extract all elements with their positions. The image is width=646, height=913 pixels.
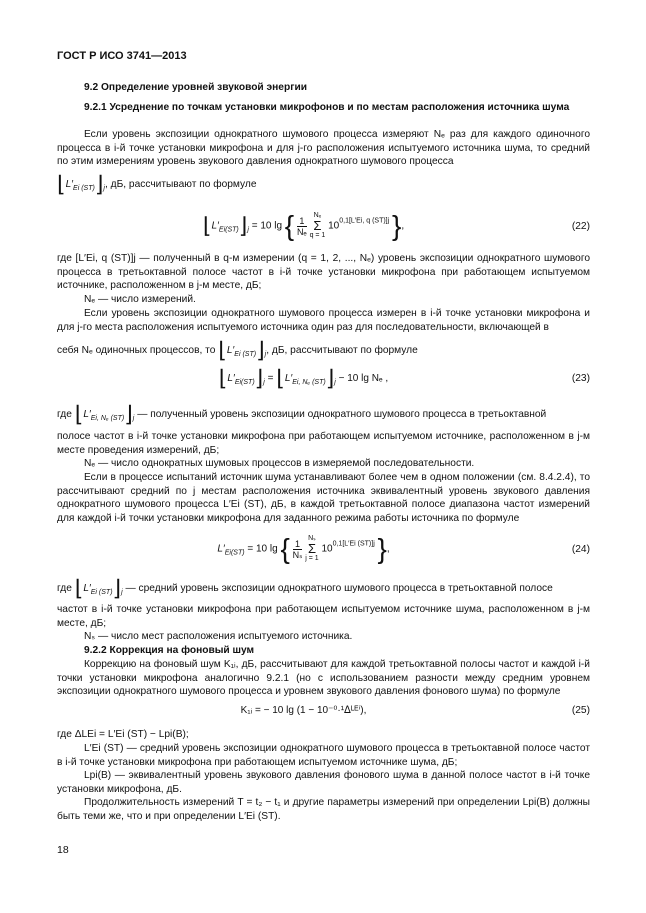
paragraph-4b: себя Nₑ одиночных процессов, то $⌊L'_{Ei (ST)}⌋_j$, дБ, рассчитывают по формуле bbox=[57, 337, 418, 363]
equation-22-number: (22) bbox=[571, 221, 590, 232]
section-heading-9-2: 9.2 Определение уровней звуковой энергии bbox=[84, 82, 307, 93]
equation-24-body: $L'_{Ei(ST)} = 10$ lg { $\frac{1}{\text{Nₛ}}$ Nₛ Σ j = 1 $10^{0,1[L'Ei (ST)]j}$ }, bbox=[217, 533, 390, 564]
equation-23-body: $⌊L'_{Ei(ST)}⌋_j$ = $⌊L'_{Ei, N_e (ST)}⌋_j - 10$ lg Nₑ , bbox=[218, 365, 389, 391]
paragraph-1-formula-line bbox=[57, 171, 590, 197]
paragraph-8b: частот в i-й точке установки микрофона при работающем испытуемом источнике шума, расположенном в j-м месте, дБ; bbox=[57, 604, 590, 629]
equation-23 bbox=[57, 365, 590, 402]
paragraph-6: Nₑ — число однократных шумовых процессов в измеряемой последовательности. bbox=[84, 458, 475, 469]
section-heading-9-2-1: 9.2.1 Усреднение по точкам установки микрофонов и по местам расположения источника шума bbox=[84, 102, 570, 113]
equation-24 bbox=[57, 535, 590, 565]
equation-23-number: (23) bbox=[571, 373, 590, 384]
paragraph-10: Коррекцию на фоновый шум K₁ᵢ, дБ, рассчитывают для каждой третьоктавной полосы частот и каждой i-й точки установки микрофона аналогично 9.2.1 (но с использованием разности между средним уровнем экспозиции однократного шумового процесса и уровнем звукового давления фонового шума) по формуле bbox=[57, 659, 590, 698]
paragraph-2: где [L′Ei, q (ST)]j — полученный в q-м измерении (q = 1, 2, ..., Nₑ) уровень экспозиции однократного шумового процесса в третьоктавной полосе частот в i-й точке установки микрофона при работающем испытуемом источнике, расположенном в j-м месте, дБ; bbox=[57, 253, 590, 292]
section-heading-9-2-2: 9.2.2 Коррекция на фоновый шум bbox=[84, 645, 255, 656]
paragraph-8: где $⌊L'_{Ei (ST)}⌋_j$ — средний уровень экспозиции однократного шумового процесса в третьоктавной полосе bbox=[57, 575, 553, 601]
equation-25-body: K₁ᵢ = − 10 lg (1 − 10⁻⁰·¹ᐃᴸᴱⁱ), bbox=[240, 705, 367, 716]
document-header: ГОСТ Р ИСО 3741—2013 bbox=[57, 50, 187, 62]
equation-22-body: $⌊L'_{Ei(ST)}⌋_j = 10$ lg { $\frac{1}{\text{Nₑ}}$ Nₑ Σ q = 1 $10^{0,1[L'Ei, q (ST)]j}$ }, bbox=[202, 210, 405, 241]
paragraph-3: Nₑ — число измерений. bbox=[84, 294, 196, 305]
equation-25 bbox=[57, 700, 590, 730]
paragraph-4: Если уровень экспозиции однократного шумового процесса измерен в i-й точке установки микрофона и для j-го места расположения испытуемого источника один раз для последовательности, включающей в bbox=[57, 308, 590, 333]
paragraph-9: Nₛ — число мест расположения испытуемого источника. bbox=[84, 631, 353, 642]
paragraph-1-tail: , дБ, рассчитывают по формуле bbox=[104, 179, 257, 190]
paragraph-14: Продолжительность измерений T = t₂ − t₁ и другие параметры измерений при определении Lpi(B) должны быть теми же, что и при определении L′Ei (ST). bbox=[57, 797, 590, 822]
inline-symbol-mean-level: $⌊L'_{Ei (ST)}⌋_j$ bbox=[57, 171, 105, 197]
equation-22 bbox=[57, 212, 590, 242]
paragraph-5: где $⌊L'_{Ei, N_e (ST)}⌋_j$ — полученный уровень экспозиции однократного шумового процесса в третьоктавной bbox=[57, 401, 547, 427]
equation-24-number: (24) bbox=[571, 544, 590, 555]
paragraph-1: Если уровень экспозиции однократного шумового процесса измеряют Nₑ раз для каждого одиночного процесса в i-й точке установки микрофона и для j-го расположения испытуемого источника шума, то средний по этим измерениям уровень звукового давления однократного шумового процесса bbox=[57, 129, 590, 168]
paragraph-5b: полосе частот в i-й точке установки микрофона при работающем испытуемом источнике, расположенном в j-м месте проведения измерений, дБ; bbox=[57, 431, 590, 456]
paragraph-12: L′Ei (ST) — средний уровень экспозиции однократного шумового процесса в третьоктавной полосе частот в i-й точке установки микрофона при работающем испытуемом источнике шума, дБ; bbox=[57, 743, 590, 768]
equation-25-number: (25) bbox=[571, 705, 590, 716]
page-number: 18 bbox=[57, 844, 69, 856]
paragraph-7: Если в процессе испытаний источник шума устанавливают более чем в одном положении (см. 8.4.2.4), то рассчитывают средний по j местам расположения источника эквивалентный уровень звукового давления однократного шумового процесса L′Ei (ST), дБ, в каждой третьоктавной полосе диапазона частот измерений для каждой i-й точки установки микрофона для заданного режима работы источника по формуле bbox=[57, 472, 590, 524]
paragraph-11: где ΔLEi = L′Ei (ST) − Lpi(B); bbox=[57, 729, 189, 740]
paragraph-13: Lpi(B) — эквивалентный уровень звукового давления фонового шума в данной полосе частот в i-й точке установки микрофона, дБ. bbox=[57, 770, 590, 795]
